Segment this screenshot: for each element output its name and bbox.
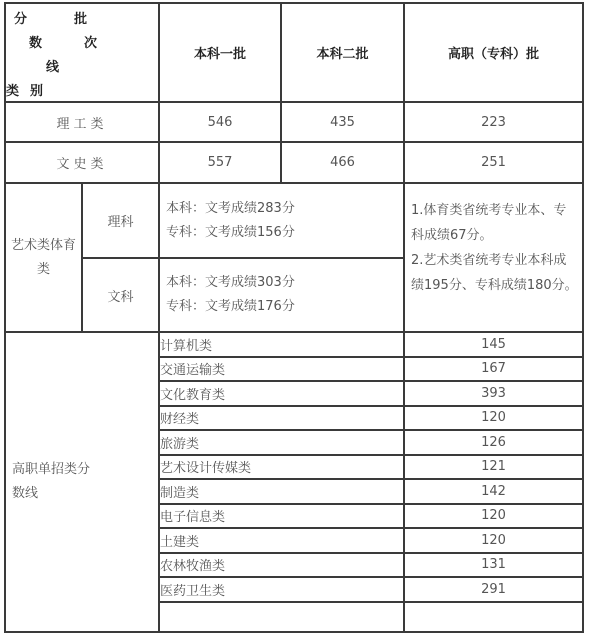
note-line: 1.体育类省统考专业本、专科成绩67分。 — [411, 203, 567, 243]
corner-char: 批 — [74, 12, 88, 27]
score-cell: 466 — [281, 142, 404, 183]
score-cell: 120 — [404, 528, 583, 553]
corner-char: 分 — [14, 12, 28, 27]
corner-char: 次 — [84, 36, 98, 51]
score-cell: 435 — [281, 102, 404, 142]
score-cell: 131 — [404, 553, 583, 578]
category-label: 制造类 — [159, 479, 404, 504]
score-cell: 126 — [404, 430, 583, 455]
score-cell: 142 — [404, 479, 583, 504]
column-header-vocational: 高职（专科）批 — [404, 3, 583, 102]
table-row — [5, 183, 583, 258]
column-header-batch-1: 本科一批 — [159, 3, 281, 102]
art-score-line: 专科：文考成绩156分 — [166, 224, 295, 240]
corner-char: 线 — [46, 60, 60, 75]
category-label: 财经类 — [159, 406, 404, 431]
cutoff-cell — [404, 602, 583, 632]
corner-header-cell — [5, 3, 159, 102]
header-row — [5, 3, 583, 102]
category-label: 文化教育类 — [159, 381, 404, 406]
art-score-text — [159, 258, 404, 332]
category-label: 医药卫生类 — [159, 577, 404, 602]
table-row — [5, 142, 583, 183]
art-sports-notes — [404, 183, 583, 332]
art-sports-label: 艺术类体育类 — [5, 183, 82, 332]
score-cell: 145 — [404, 332, 583, 357]
track-label: 理科 — [82, 183, 159, 258]
score-cell: 121 — [404, 455, 583, 480]
category-label: 旅游类 — [159, 430, 404, 455]
category-label: 农林牧渔类 — [159, 553, 404, 578]
category-label: 文史类 — [5, 142, 159, 183]
art-score-text — [159, 183, 404, 258]
score-cell: 557 — [159, 142, 281, 183]
corner-char: 类 — [6, 84, 20, 99]
category-label: 土建类 — [159, 528, 404, 553]
corner-char: 数 — [29, 36, 43, 51]
corner-char: 别 — [30, 84, 44, 99]
score-cell: 546 — [159, 102, 281, 142]
category-label: 电子信息类 — [159, 504, 404, 529]
score-cell: 120 — [404, 504, 583, 529]
score-cell: 393 — [404, 381, 583, 406]
art-score-line: 专科：文考成绩176分 — [166, 299, 295, 314]
score-cell: 291 — [404, 577, 583, 602]
category-label: 理工类 — [5, 102, 159, 142]
category-label: 计算机类 — [159, 332, 404, 357]
vocational-single-label: 高职单招类分数线 — [5, 332, 159, 632]
track-label: 文科 — [82, 258, 159, 332]
column-header-batch-2: 本科二批 — [281, 3, 404, 102]
table-row — [5, 102, 583, 142]
art-score-line: 本科：文考成绩303分 — [166, 275, 295, 290]
score-line-table — [4, 2, 584, 633]
score-cell: 120 — [404, 406, 583, 431]
score-cell: 167 — [404, 357, 583, 382]
cutoff-cell — [159, 602, 404, 632]
category-label: 艺术设计传媒类 — [159, 455, 404, 480]
art-score-line: 本科：文考成绩283分 — [166, 200, 295, 216]
note-line: 2.艺术类省统考专业本科成绩195分、专科成绩180分。 — [411, 253, 578, 293]
score-cell: 251 — [404, 142, 583, 183]
table-row — [5, 332, 583, 357]
score-cell: 223 — [404, 102, 583, 142]
category-label: 交通运输类 — [159, 357, 404, 382]
